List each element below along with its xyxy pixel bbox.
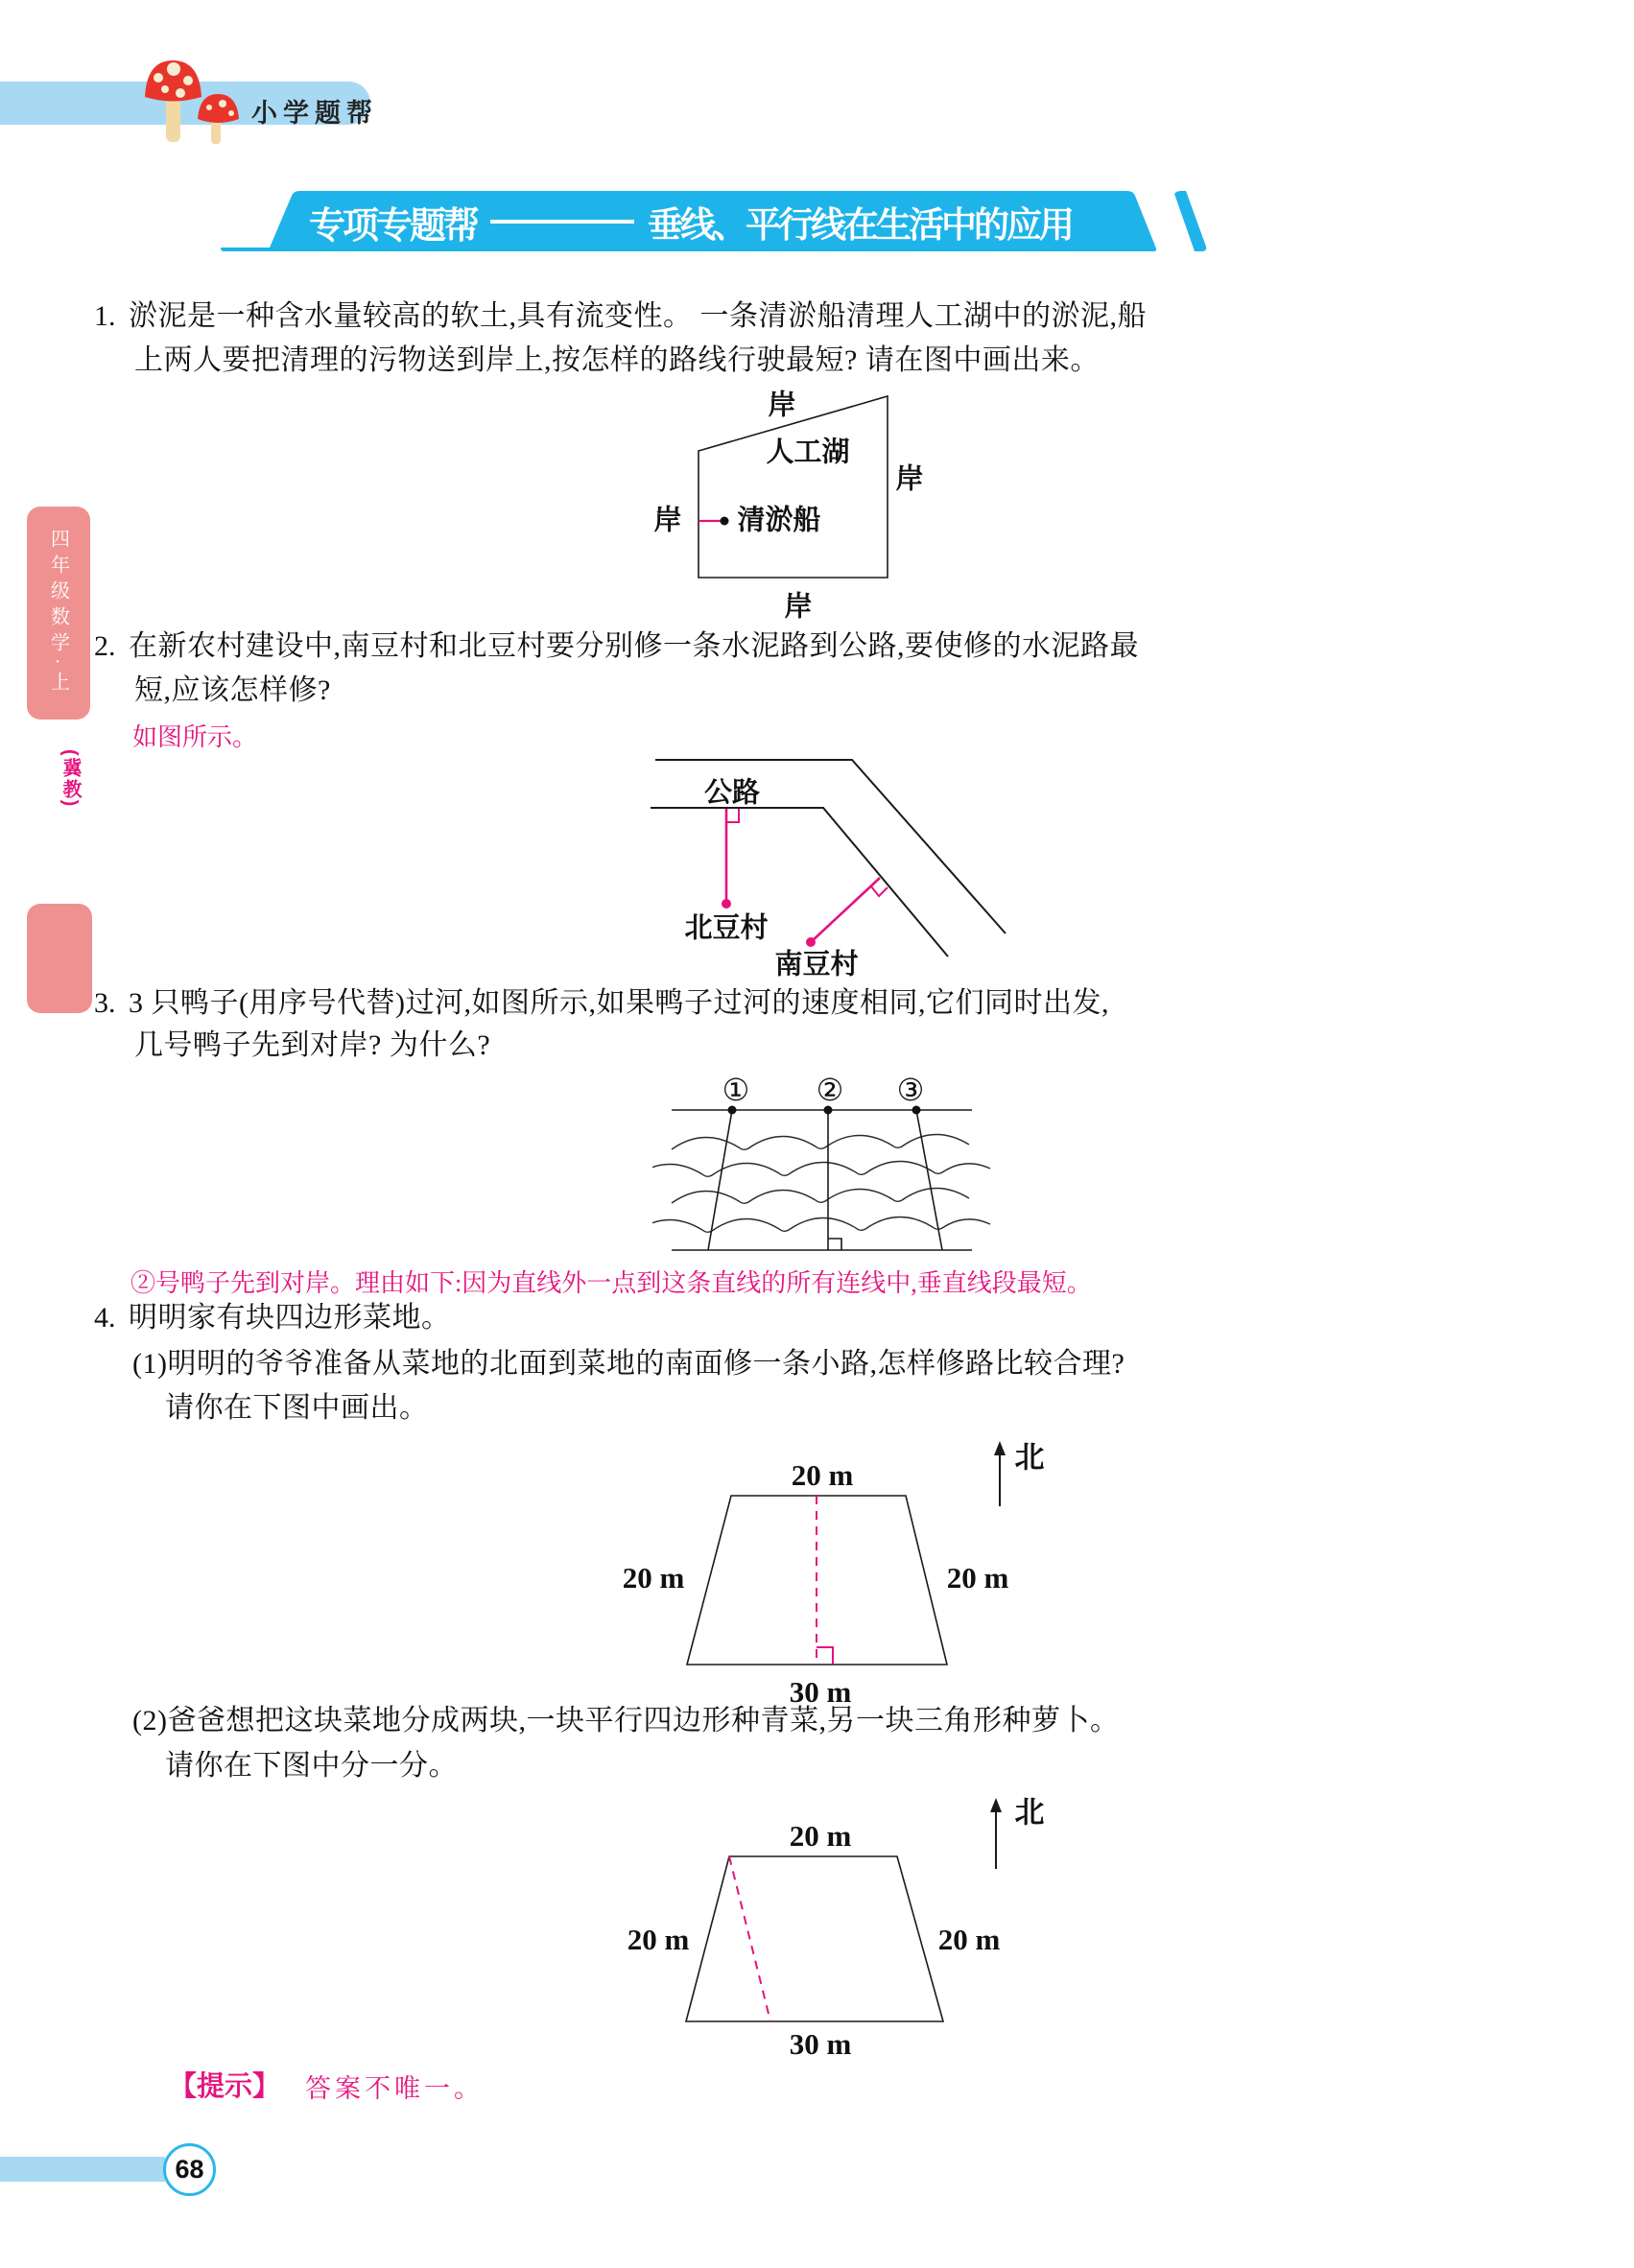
sidebar-grade-label: 四年级数学·上: [47, 529, 69, 697]
south-village-path-line: [811, 878, 880, 942]
field2-north-arrow-head: [990, 1798, 1002, 1812]
q1-number: 1.: [94, 300, 116, 332]
q4-number: 4.: [94, 1302, 116, 1334]
banner-topic: 垂线、平行线在生活中的应用: [648, 206, 1073, 246]
field1-north-label: 北: [1014, 1440, 1045, 1475]
small-mushroom-cap: [198, 94, 239, 123]
hint-tag: 【提示】: [169, 2071, 281, 2102]
sidebar-tab-decoration: [27, 904, 92, 1013]
q4-part2-line1: (2)爸爸想把这块菜地分成两块,一块平行四边形种青菜,另一块三角形种萝卜。: [132, 1705, 1120, 1736]
duck1-route: [708, 1110, 732, 1250]
wave-row-1: [672, 1134, 969, 1149]
banner-prefix: 专项专题帮: [309, 205, 478, 247]
field2-north-label: 北: [1014, 1795, 1045, 1830]
q1-line1: 淤泥是一种含水量较高的软土,具有流变性。 一条清淤船清理人工湖中的淤泥,船: [129, 300, 1147, 332]
q4-part2-line2: 请你在下图中分一分。: [165, 1750, 458, 1782]
lake-bank-right-label: 岸: [895, 463, 924, 495]
banner-sliver: [1174, 191, 1206, 251]
duck3-route: [916, 1110, 942, 1250]
field1-bottom-length: 30 m: [789, 1675, 852, 1709]
field1-right-angle-mark: [817, 1647, 833, 1664]
sidebar-grade-tab: [27, 507, 90, 720]
boat-dot: [721, 517, 729, 526]
road-label: 公路: [703, 777, 761, 809]
q3-number: 3.: [94, 987, 116, 1019]
banner-dash: [490, 220, 634, 224]
boat-label: 清淤船: [737, 505, 821, 536]
q2-line2: 短,应该怎样修?: [134, 674, 331, 706]
wave-row-2: [652, 1161, 990, 1176]
duck2-label: ②: [816, 1072, 844, 1108]
south-village-label: 南豆村: [774, 949, 859, 980]
lake-outline: [699, 396, 888, 578]
north-village-label: 北豆村: [684, 912, 769, 944]
topic-banner: [309, 194, 1134, 249]
q4-intro: 明明家有块四边形菜地。: [129, 1302, 451, 1334]
mushroom-logo-icon: [142, 54, 244, 148]
lake-bank-top-label: 岸: [768, 390, 796, 421]
field2-outline: [686, 1856, 943, 2021]
q3-line2: 几号鸭子先到对岸? 为什么?: [134, 1029, 491, 1061]
q2-line1: 在新农村建设中,南豆村和北豆村要分别修一条水泥路到公路,要使修的水泥路最: [129, 630, 1139, 662]
right-angle-mark-south: [871, 886, 888, 896]
lake-name-label: 人工湖: [766, 437, 850, 468]
duck1-label: ①: [722, 1072, 750, 1108]
field1-north-arrow-head: [994, 1441, 1006, 1455]
brand-title: 小学题帮: [251, 99, 378, 128]
footer-bar: [0, 2157, 165, 2182]
field2-left-length: 20 m: [627, 1923, 690, 1956]
field2-top-length: 20 m: [789, 1819, 852, 1853]
q4-part1-line2: 请你在下图中画出。: [165, 1392, 429, 1424]
q2-answer: 如图所示。: [132, 723, 258, 751]
page-number-badge: [163, 2143, 216, 2196]
right-angle-mark-north: [726, 809, 739, 822]
q3-answer: ②号鸭子先到对岸。理由如下:因为直线外一点到这条直线的所有连线中,垂直线段最短。: [130, 1269, 1092, 1297]
hint-text: 答案不唯一。: [305, 2074, 484, 2103]
wave-row-4: [652, 1217, 990, 1232]
right-angle-mark-duck2: [828, 1239, 841, 1250]
q3-line1: 3 只鸭子(用序号代替)过河,如图所示,如果鸭子过河的速度相同,它们同时出发,: [129, 987, 1109, 1019]
q4-part1-line1: (1)明明的爷爷准备从菜地的北面到菜地的南面修一条小路,怎样修路比较合理?: [132, 1348, 1125, 1380]
field2-bottom-length: 30 m: [789, 2027, 852, 2061]
sidebar-edition-label: (冀教): [59, 749, 81, 809]
field2-divide-dashed-line: [729, 1856, 770, 2021]
field1-top-length: 20 m: [791, 1458, 854, 1492]
page-number: 68: [175, 2155, 204, 2184]
field2-right-length: 20 m: [937, 1923, 1001, 1956]
q2-number: 2.: [94, 630, 116, 662]
lake-bank-left-label: 岸: [653, 505, 682, 536]
field1-left-length: 20 m: [622, 1561, 685, 1595]
lake-bank-bottom-label: 岸: [784, 591, 813, 623]
duck3-label: ③: [896, 1072, 925, 1108]
field1-right-length: 20 m: [946, 1561, 1009, 1595]
q1-line2: 上两人要把清理的污物送到岸上,按怎样的路线行驶最短? 请在图中画出来。: [134, 344, 1100, 376]
mushroom-stem: [166, 96, 180, 142]
